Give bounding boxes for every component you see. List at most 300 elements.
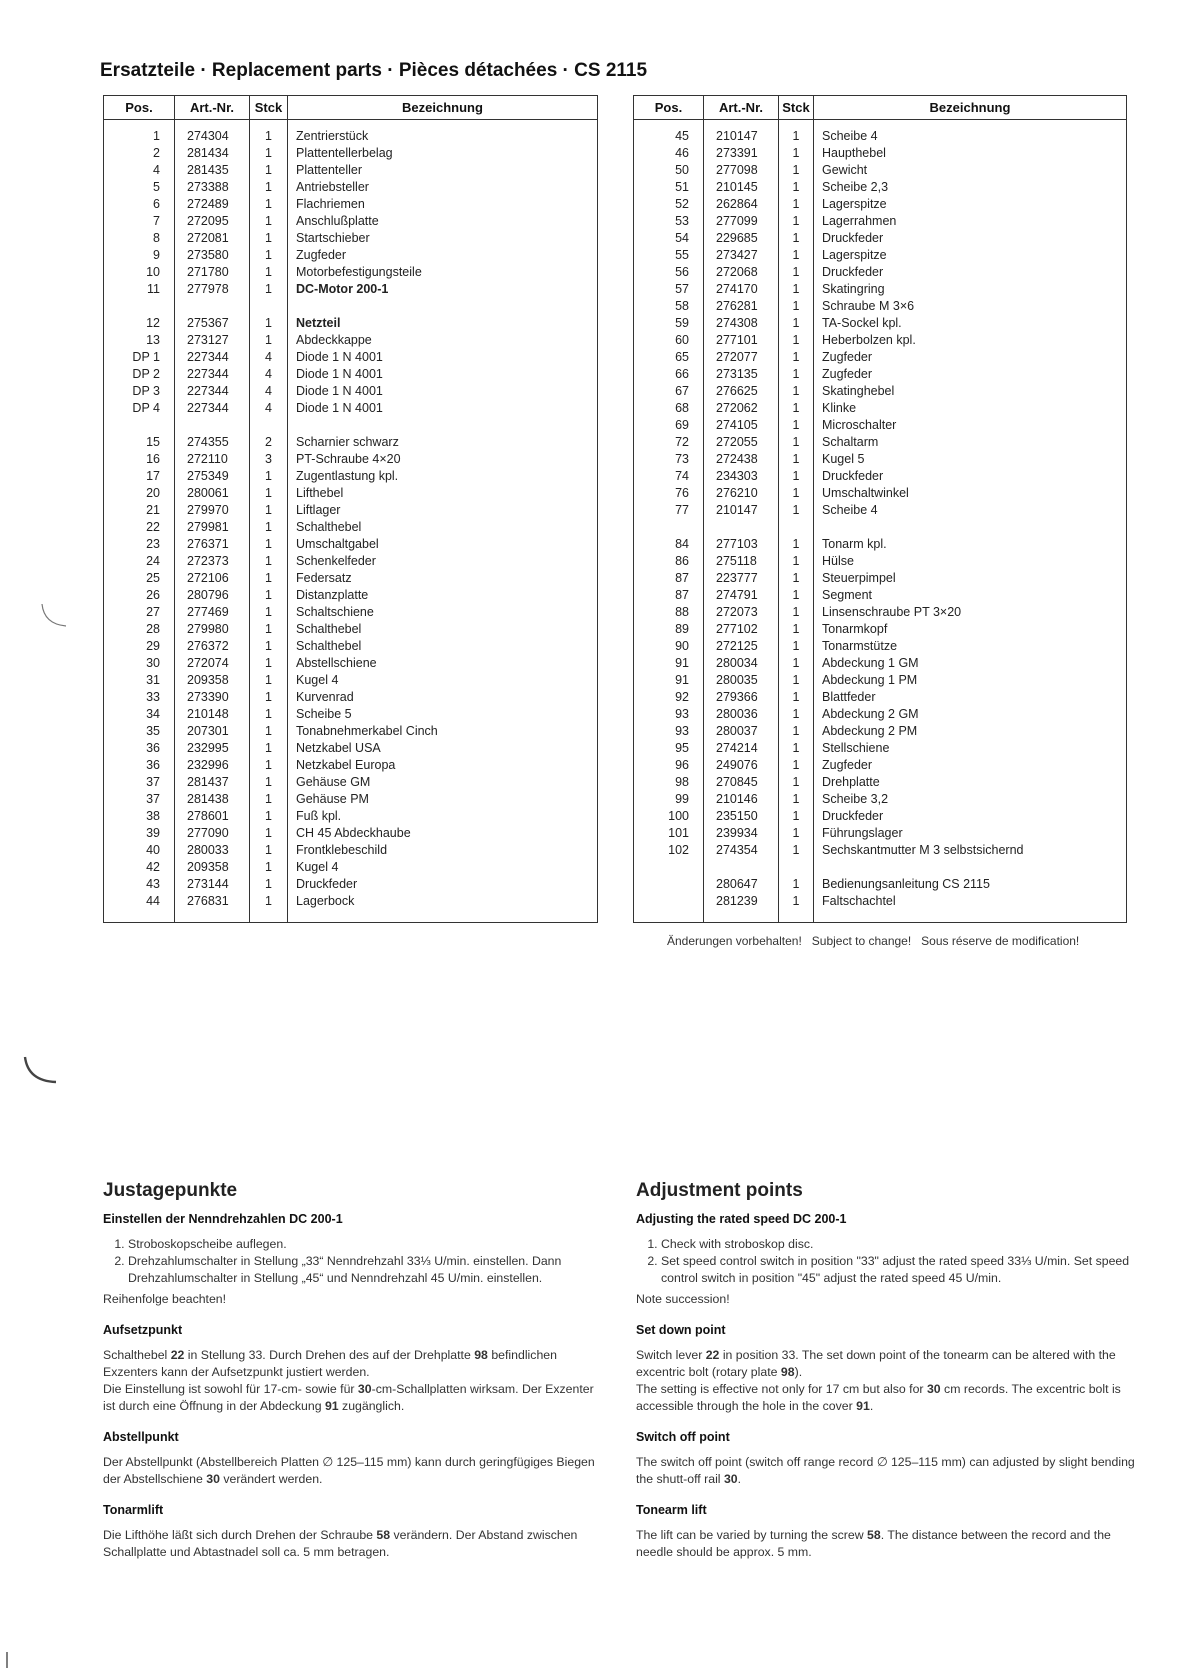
cell-pos: 39 (104, 825, 175, 842)
cell-pos: 59 (634, 315, 704, 332)
cell-desc: Bedienungsanleitung CS 2115 (822, 877, 990, 891)
cell-pos: 24 (104, 553, 175, 570)
cell-desc: DC-Motor 200-1 (296, 282, 389, 296)
cell-qty: 1 (250, 519, 288, 536)
cell-desc: Abdeckung 2 GM (822, 707, 919, 721)
column-header-pos: Pos. (104, 96, 175, 120)
cell-pos: 31 (104, 672, 175, 689)
cell-pos: 36 (104, 757, 175, 774)
cell-desc: Zugentlastung kpl. (296, 469, 399, 483)
cell-pos: 29 (104, 638, 175, 655)
cell-qty: 1 (779, 179, 814, 196)
cell-desc: Distanzplatte (296, 588, 369, 602)
cell-art: 227344 (175, 349, 250, 366)
cell-desc: Zugfeder (822, 367, 873, 381)
cell-pos: 40 (104, 842, 175, 859)
cell-qty: 1 (250, 621, 288, 638)
cell-art: 272073 (704, 604, 779, 621)
cell-qty: 1 (779, 298, 814, 315)
cell-pos: 57 (634, 281, 704, 298)
cell-art: 280035 (704, 672, 779, 689)
cell-pos: 1 (104, 120, 175, 146)
cell-desc: Diode 1 N 4001 (296, 401, 383, 415)
table-row (104, 655, 598, 672)
cell-qty: 1 (779, 689, 814, 706)
cell-qty: 1 (779, 502, 814, 519)
cell-art: 210145 (704, 179, 779, 196)
table-row (104, 774, 598, 791)
cell-art: 227344 (175, 400, 250, 417)
change-note: Änderungen vorbehalten! Subject to change! Sous réserve de modification! (667, 934, 1080, 948)
cell-desc: Faltschachtel (822, 894, 896, 908)
cell-desc: Motorbefestigungsteile (296, 265, 422, 279)
cell-art: 232996 (175, 757, 250, 774)
cell-desc: Zugfeder (822, 350, 873, 364)
cell-pos: 76 (634, 485, 704, 502)
cell-art: 273390 (175, 689, 250, 706)
table-row (634, 120, 1127, 146)
cell-desc: Umschaltgabel (296, 537, 379, 551)
table-row (634, 774, 1127, 791)
table-row (104, 519, 598, 536)
cell-desc: Druckfeder (296, 877, 358, 891)
cell-qty: 1 (779, 332, 814, 349)
cell-qty: 1 (250, 553, 288, 570)
cell-desc: Lagerspitze (822, 197, 887, 211)
table-row (634, 638, 1127, 655)
subsection-title: Abstellpunkt (103, 1430, 179, 1444)
cell-pos: 36 (104, 740, 175, 757)
cell-art: 279366 (704, 689, 779, 706)
cell-desc: Zugfeder (822, 758, 873, 772)
paragraph: Der Abstellpunkt (Abstellbereich Platten ∅ 125–115 mm) kann durch geringfügiges Biegen der Abstellschiene 30 verändert werden. (103, 1455, 595, 1486)
cell-qty: 1 (250, 672, 288, 689)
cell-qty: 1 (779, 876, 814, 893)
table-row (634, 893, 1127, 923)
cell-art: 272489 (175, 196, 250, 213)
cell-art: 271780 (175, 264, 250, 281)
cell-pos: 13 (104, 332, 175, 349)
paragraph: Switch lever 22 in position 33. The set down point of the tonearm can be altered with the excentric bolt (rotary plate 98). (636, 1348, 1116, 1379)
cell-art: 207301 (175, 723, 250, 740)
cell-pos: 35 (104, 723, 175, 740)
cell-qty: 1 (779, 536, 814, 553)
cell-desc: Haupthebel (822, 146, 886, 160)
table-row (634, 451, 1127, 468)
cell-art: 276831 (175, 893, 250, 923)
cell-art: 209358 (175, 672, 250, 689)
cell-desc: Tonarmstütze (822, 639, 898, 653)
cell-desc: PT-Schraube 4×20 (296, 452, 401, 466)
table-row (104, 893, 598, 923)
table-row (104, 570, 598, 587)
table-row (104, 145, 598, 162)
cell-desc: Schalthebel (296, 639, 362, 653)
cell-art: 280796 (175, 587, 250, 604)
table-gap-row (104, 298, 598, 315)
cell-qty: 1 (250, 332, 288, 349)
cell-desc: Linsenschraube PT 3×20 (822, 605, 962, 619)
table-row (634, 791, 1127, 808)
table-row (104, 621, 598, 638)
cell-desc: Abdeckung 2 PM (822, 724, 918, 738)
note-text: Reihenfolge beachten! (103, 1292, 227, 1306)
cell-art: 272438 (704, 451, 779, 468)
table-row (104, 434, 598, 451)
cell-qty: 1 (779, 145, 814, 162)
table-row (634, 587, 1127, 604)
cell-pos: 42 (104, 859, 175, 876)
table-row (104, 332, 598, 349)
cell-desc: Kugel 4 (296, 860, 339, 874)
table-row (104, 825, 598, 842)
cell-art: 227344 (175, 366, 250, 383)
cell-pos: 20 (104, 485, 175, 502)
cell-desc: Scheibe 2,3 (822, 180, 889, 194)
cell-qty: 2 (250, 434, 288, 451)
cell-desc: Netzkabel USA (296, 741, 381, 755)
cell-art: 277099 (704, 213, 779, 230)
cell-desc: Umschaltwinkel (822, 486, 909, 500)
cell-art: 232995 (175, 740, 250, 757)
table-row (104, 383, 598, 400)
gap-cell (250, 298, 288, 315)
cell-qty: 1 (250, 842, 288, 859)
subsection-title: Aufsetzpunkt (103, 1323, 183, 1337)
page-title: Ersatzteile · Replacement parts · Pièces détachées · CS 2115 (100, 60, 648, 81)
cell-qty: 4 (250, 366, 288, 383)
cell-art: 276625 (704, 383, 779, 400)
cell-desc: Stellschiene (822, 741, 890, 755)
cell-desc: Diode 1 N 4001 (296, 367, 383, 381)
cell-pos: 87 (634, 587, 704, 604)
cell-desc: Diode 1 N 4001 (296, 350, 383, 364)
cell-pos: 10 (104, 264, 175, 281)
table-row (634, 366, 1127, 383)
cell-desc: Gewicht (822, 163, 868, 177)
table-row (104, 485, 598, 502)
gap-cell (634, 859, 704, 876)
cell-art: 280033 (175, 842, 250, 859)
cell-pos: 84 (634, 536, 704, 553)
cell-art: 276210 (704, 485, 779, 502)
cell-pos: 88 (634, 604, 704, 621)
cell-qty: 1 (250, 315, 288, 332)
cell-qty: 1 (779, 417, 814, 434)
cell-desc: Gehäuse PM (296, 792, 369, 806)
cell-qty: 1 (779, 723, 814, 740)
cell-desc: Führungslager (822, 826, 903, 840)
table-row (634, 553, 1127, 570)
gap-cell (634, 519, 704, 536)
gap-cell (104, 298, 175, 315)
cell-qty: 1 (779, 120, 814, 146)
table-row (104, 315, 598, 332)
cell-pos: 11 (104, 281, 175, 298)
cell-art: 274170 (704, 281, 779, 298)
cell-desc: Plattentellerbelag (296, 146, 393, 160)
cell-pos: 33 (104, 689, 175, 706)
cell-art: 272110 (175, 451, 250, 468)
cell-desc: Antriebsteller (296, 180, 369, 194)
subsection-title: Einstellen der Nenndrehzahlen DC 200-1 (103, 1212, 343, 1226)
cell-art: 273135 (704, 366, 779, 383)
cell-art: 274355 (175, 434, 250, 451)
subsection-title: Set down point (636, 1323, 726, 1337)
table-row (634, 842, 1127, 859)
cell-desc: Druckfeder (822, 265, 884, 279)
table-row (104, 196, 598, 213)
cell-qty: 1 (250, 876, 288, 893)
table-row (634, 196, 1127, 213)
cell-pos: 68 (634, 400, 704, 417)
cell-desc: Scheibe 5 (296, 707, 352, 721)
table-row (104, 587, 598, 604)
section-heading: Justagepunkte (103, 1180, 238, 1201)
cell-qty: 1 (779, 638, 814, 655)
cell-pos: 90 (634, 638, 704, 655)
cell-pos: 54 (634, 230, 704, 247)
cell-pos: 50 (634, 162, 704, 179)
cell-desc: Scharnier schwarz (296, 435, 399, 449)
cell-art: 272373 (175, 553, 250, 570)
cell-pos: 91 (634, 672, 704, 689)
cell-pos: 28 (104, 621, 175, 638)
cell-pos: 66 (634, 366, 704, 383)
cell-art: 279981 (175, 519, 250, 536)
subsection-title: Tonearm lift (636, 1503, 707, 1517)
cell-qty: 1 (779, 587, 814, 604)
cell-desc: Kugel 5 (822, 452, 865, 466)
cell-art: 227344 (175, 383, 250, 400)
cell-art: 280647 (704, 876, 779, 893)
table-row (634, 145, 1127, 162)
cell-qty: 1 (779, 485, 814, 502)
cell-art: 279970 (175, 502, 250, 519)
cell-pos: 100 (634, 808, 704, 825)
gap-cell (175, 298, 250, 315)
cell-qty: 1 (779, 434, 814, 451)
table-row (104, 247, 598, 264)
cell-desc: Druckfeder (822, 469, 884, 483)
section-heading: Adjustment points (636, 1180, 803, 1201)
cell-desc: Abdeckung 1 PM (822, 673, 918, 687)
cell-art: 272055 (704, 434, 779, 451)
cell-desc: TA-Sockel kpl. (822, 316, 902, 330)
gap-cell (779, 859, 814, 876)
gap-cell (814, 519, 1127, 536)
cell-pos: 46 (634, 145, 704, 162)
cell-qty: 1 (250, 196, 288, 213)
cell-art: 273388 (175, 179, 250, 196)
cell-pos: 37 (104, 774, 175, 791)
paragraph: The setting is effective not only for 17 cm but also for 30 cm records. The excentric bolt is accessible through the hole in the cover 91. (636, 1382, 1121, 1413)
cell-art: 210148 (175, 706, 250, 723)
cell-desc: Drehplatte (822, 775, 880, 789)
step-list (636, 1236, 1136, 1287)
cell-desc: Startschieber (296, 231, 370, 245)
table-row (634, 264, 1127, 281)
cell-art: 272062 (704, 400, 779, 417)
step-item: 2. Set speed control switch in position "33" adjust the rated speed 33⅓ U/min. Set speed control switch in position "45" adjust the rated speed 45 U/min. (661, 1253, 1136, 1287)
cell-qty: 1 (250, 213, 288, 230)
cell-qty: 1 (779, 655, 814, 672)
cell-qty: 1 (250, 230, 288, 247)
column-header-pos: Pos. (634, 96, 704, 120)
cell-art: 210147 (704, 502, 779, 519)
cell-pos: 67 (634, 383, 704, 400)
cell-pos: 34 (104, 706, 175, 723)
cell-art: 210146 (704, 791, 779, 808)
table-row (104, 689, 598, 706)
table-row (634, 281, 1127, 298)
cell-qty: 1 (779, 213, 814, 230)
cell-art: 279980 (175, 621, 250, 638)
cell-qty: 1 (250, 468, 288, 485)
cell-pos: 45 (634, 120, 704, 146)
cell-art: 272125 (704, 638, 779, 655)
cell-desc: Microschalter (822, 418, 897, 432)
table-row (634, 179, 1127, 196)
gap-cell (704, 859, 779, 876)
table-row (104, 502, 598, 519)
cell-pos: 91 (634, 655, 704, 672)
cell-pos: 21 (104, 502, 175, 519)
table-row (104, 723, 598, 740)
cell-pos: 53 (634, 213, 704, 230)
table-row (104, 162, 598, 179)
cell-desc: Tonabnehmerkabel Cinch (296, 724, 438, 738)
cell-pos: 16 (104, 451, 175, 468)
table-row (104, 281, 598, 298)
cell-qty: 1 (779, 842, 814, 859)
cell-pos: 2 (104, 145, 175, 162)
cell-qty: 1 (779, 621, 814, 638)
cell-pos: 86 (634, 553, 704, 570)
cell-desc: Sechskantmutter M 3 selbstsichernd (822, 843, 1024, 857)
cell-desc: Schraube M 3×6 (822, 299, 915, 313)
cell-pos: 23 (104, 536, 175, 553)
cell-qty: 1 (250, 604, 288, 621)
table-row (634, 723, 1127, 740)
cell-art: 210147 (704, 120, 779, 146)
subsection-title: Switch off point (636, 1430, 730, 1444)
cell-art: 277469 (175, 604, 250, 621)
table-row (634, 332, 1127, 349)
table-row (634, 162, 1127, 179)
table-row (634, 400, 1127, 417)
cell-qty: 1 (779, 706, 814, 723)
table-row (104, 213, 598, 230)
cell-qty: 1 (250, 264, 288, 281)
table-row (634, 689, 1127, 706)
cell-qty: 1 (779, 366, 814, 383)
paragraph: The switch off point (switch off range record ∅ 125–115 mm) can adjusted by slight bending the shutt-off rail 30. (636, 1455, 1135, 1486)
cell-qty: 1 (250, 145, 288, 162)
cell-qty: 1 (250, 281, 288, 298)
cell-art: 276372 (175, 638, 250, 655)
cell-qty: 1 (779, 808, 814, 825)
table-row (104, 638, 598, 655)
cell-qty: 1 (250, 723, 288, 740)
cell-qty: 1 (779, 383, 814, 400)
table-row (104, 553, 598, 570)
table-gap-row (104, 417, 598, 434)
cell-pos: 37 (104, 791, 175, 808)
cell-qty: 1 (779, 400, 814, 417)
cell-qty: 1 (250, 825, 288, 842)
step-item: 1. Stroboskopscheibe auflegen. (128, 1236, 603, 1253)
cell-qty: 1 (250, 893, 288, 923)
cell-pos (634, 893, 704, 923)
table-row (104, 120, 598, 146)
cell-art: 275367 (175, 315, 250, 332)
cell-qty: 1 (250, 774, 288, 791)
cell-desc: Frontklebeschild (296, 843, 388, 857)
cell-pos: 26 (104, 587, 175, 604)
cell-art: 277098 (704, 162, 779, 179)
cell-desc: Gehäuse GM (296, 775, 371, 789)
cell-pos: 51 (634, 179, 704, 196)
table-row (634, 315, 1127, 332)
cell-pos: 72 (634, 434, 704, 451)
gap-cell (250, 417, 288, 434)
cell-qty: 1 (250, 162, 288, 179)
subsection-title: Tonarmlift (103, 1503, 164, 1517)
gap-cell (814, 859, 1127, 876)
paragraph: The lift can be varied by turning the screw 58. The distance between the record and the needle should be approx. 5 mm. (636, 1528, 1111, 1559)
cell-qty: 1 (779, 740, 814, 757)
cell-qty: 1 (779, 553, 814, 570)
cell-pos: 25 (104, 570, 175, 587)
cell-art: 235150 (704, 808, 779, 825)
cell-desc: Druckfeder (822, 231, 884, 245)
table-row (104, 757, 598, 774)
cell-art: 273144 (175, 876, 250, 893)
cell-art: 274308 (704, 315, 779, 332)
cell-desc: Tonarmkopf (822, 622, 888, 636)
cell-qty: 1 (779, 468, 814, 485)
cell-qty: 1 (779, 162, 814, 179)
cell-desc: Lagerrahmen (822, 214, 897, 228)
cell-art: 281239 (704, 893, 779, 923)
cell-art: 272074 (175, 655, 250, 672)
cell-pos: 30 (104, 655, 175, 672)
cell-pos: 102 (634, 842, 704, 859)
gap-cell (288, 417, 598, 434)
cell-desc: Druckfeder (822, 809, 884, 823)
cell-qty: 1 (779, 825, 814, 842)
cell-desc: Blattfeder (822, 690, 876, 704)
cell-desc: Diode 1 N 4001 (296, 384, 383, 398)
cell-art: 272081 (175, 230, 250, 247)
cell-desc: Anschlußplatte (296, 214, 379, 228)
cell-qty: 3 (250, 451, 288, 468)
cell-desc: Tonarm kpl. (822, 537, 887, 551)
cell-qty: 1 (779, 230, 814, 247)
table-row (104, 400, 598, 417)
cell-pos (634, 876, 704, 893)
gap-cell (175, 417, 250, 434)
cell-desc: Hülse (822, 554, 854, 568)
cell-desc: Kugel 4 (296, 673, 339, 687)
cell-desc: Schalthebel (296, 520, 362, 534)
cell-art: 262864 (704, 196, 779, 213)
cell-desc: Scheibe 4 (822, 129, 878, 143)
cell-art: 277101 (704, 332, 779, 349)
cell-pos: DP 1 (104, 349, 175, 366)
cell-art: 277103 (704, 536, 779, 553)
